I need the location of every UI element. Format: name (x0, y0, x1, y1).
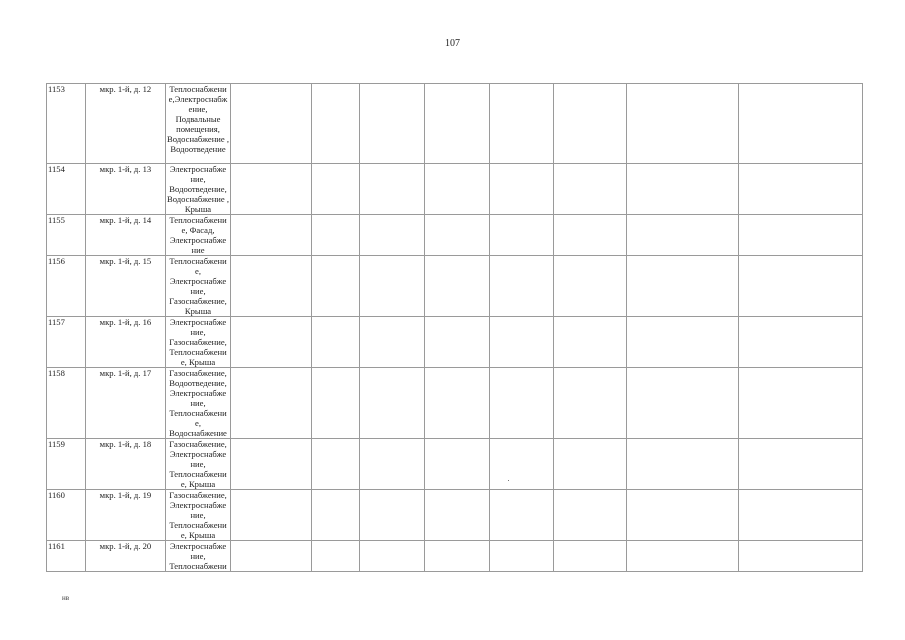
empty-cell (231, 317, 312, 368)
empty-cell (626, 490, 738, 541)
table-row (47, 439, 863, 490)
empty-cell (738, 164, 862, 215)
row-works: Электроснабже ние, Газоснабжение, Теплоснабжени е, Крыша (165, 317, 231, 368)
empty-cell (311, 256, 359, 317)
empty-cell (489, 84, 553, 164)
footer-mark: нв (62, 594, 70, 602)
empty-cell (359, 84, 425, 164)
empty-cell (553, 368, 626, 439)
empty-cell (553, 256, 626, 317)
empty-cell (359, 368, 425, 439)
empty-cell (489, 541, 553, 572)
empty-cell (359, 256, 425, 317)
row-number: 1160 (47, 490, 86, 541)
empty-cell (626, 368, 738, 439)
empty-cell (359, 317, 425, 368)
row-number: 1159 (47, 439, 86, 490)
empty-cell (311, 541, 359, 572)
empty-cell (231, 215, 312, 256)
empty-cell (626, 317, 738, 368)
empty-cell (626, 541, 738, 572)
scan-artifact (508, 480, 509, 481)
empty-cell (738, 317, 862, 368)
empty-cell (311, 439, 359, 490)
empty-cell (425, 256, 490, 317)
empty-cell (553, 84, 626, 164)
empty-cell (553, 215, 626, 256)
empty-cell (553, 541, 626, 572)
empty-cell (231, 490, 312, 541)
register-table (46, 83, 863, 572)
empty-cell (738, 368, 862, 439)
empty-cell (626, 84, 738, 164)
empty-cell (553, 317, 626, 368)
row-number: 1158 (47, 368, 86, 439)
table-row (47, 317, 863, 368)
empty-cell (425, 541, 490, 572)
row-number: 1155 (47, 215, 86, 256)
row-works: Теплоснабжени е,Электроснабж ение, Подвальные помещения, Водоснабжение , Водоотведение (165, 84, 231, 164)
empty-cell (231, 541, 312, 572)
empty-cell (553, 490, 626, 541)
table-row (47, 84, 863, 164)
empty-cell (311, 490, 359, 541)
empty-cell (489, 368, 553, 439)
row-number: 1157 (47, 317, 86, 368)
row-address: мкр. 1-й, д. 15 (86, 256, 165, 317)
empty-cell (311, 164, 359, 215)
empty-cell (425, 164, 490, 215)
row-address: мкр. 1-й, д. 13 (86, 164, 165, 215)
table-row (47, 164, 863, 215)
empty-cell (738, 84, 862, 164)
empty-cell (626, 439, 738, 490)
empty-cell (231, 164, 312, 215)
empty-cell (359, 541, 425, 572)
empty-cell (738, 541, 862, 572)
row-address: мкр. 1-й, д. 18 (86, 439, 165, 490)
empty-cell (425, 84, 490, 164)
row-number: 1156 (47, 256, 86, 317)
empty-cell (425, 490, 490, 541)
empty-cell (231, 84, 312, 164)
empty-cell (489, 490, 553, 541)
empty-cell (425, 368, 490, 439)
empty-cell (553, 164, 626, 215)
table-row (47, 368, 863, 439)
empty-cell (626, 164, 738, 215)
empty-cell (231, 439, 312, 490)
empty-cell (553, 439, 626, 490)
row-number: 1161 (47, 541, 86, 572)
empty-cell (425, 439, 490, 490)
empty-cell (489, 215, 553, 256)
row-address: мкр. 1-й, д. 19 (86, 490, 165, 541)
table-row (47, 256, 863, 317)
row-works: Теплоснабжени е, Электроснабже ние, Газоснабжение, Крыша (165, 256, 231, 317)
row-number: 1153 (47, 84, 86, 164)
empty-cell (311, 215, 359, 256)
table-body (47, 84, 863, 572)
row-works: Газоснабжение, Водоотведение, Электроснабже ние, Теплоснабжени е, Водоснабжение (165, 368, 231, 439)
empty-cell (425, 317, 490, 368)
empty-cell (359, 490, 425, 541)
row-number: 1154 (47, 164, 86, 215)
empty-cell (738, 439, 862, 490)
row-works: Теплоснабжени е, Фасад, Электроснабже ние (165, 215, 231, 256)
row-address: мкр. 1-й, д. 14 (86, 215, 165, 256)
row-works: Газоснабжение, Электроснабже ние, Теплоснабжени е, Крыша (165, 490, 231, 541)
row-address: мкр. 1-й, д. 17 (86, 368, 165, 439)
empty-cell (738, 256, 862, 317)
table-row (47, 541, 863, 572)
empty-cell (489, 317, 553, 368)
empty-cell (359, 215, 425, 256)
empty-cell (626, 215, 738, 256)
table-row (47, 215, 863, 256)
empty-cell (489, 256, 553, 317)
empty-cell (231, 256, 312, 317)
row-address: мкр. 1-й, д. 20 (86, 541, 165, 572)
empty-cell (311, 84, 359, 164)
row-works: Газоснабжение, Электроснабже ние, Теплоснабжени е, Крыша (165, 439, 231, 490)
row-works: Электроснабже ние, Водоотведение, Водоснабжение , Крыша (167, 164, 230, 214)
empty-cell (231, 368, 312, 439)
empty-cell (425, 215, 490, 256)
row-works: Электроснабже ние, Теплоснабжени (165, 541, 231, 572)
empty-cell (738, 215, 862, 256)
empty-cell (626, 256, 738, 317)
empty-cell (311, 317, 359, 368)
empty-cell (738, 490, 862, 541)
empty-cell (311, 368, 359, 439)
table-row (47, 490, 863, 541)
page-number: 107 (445, 38, 460, 49)
empty-cell (489, 439, 553, 490)
empty-cell (359, 164, 425, 215)
row-address: мкр. 1-й, д. 12 (86, 84, 165, 164)
empty-cell (489, 164, 553, 215)
row-address: мкр. 1-й, д. 16 (86, 317, 165, 368)
empty-cell (359, 439, 425, 490)
